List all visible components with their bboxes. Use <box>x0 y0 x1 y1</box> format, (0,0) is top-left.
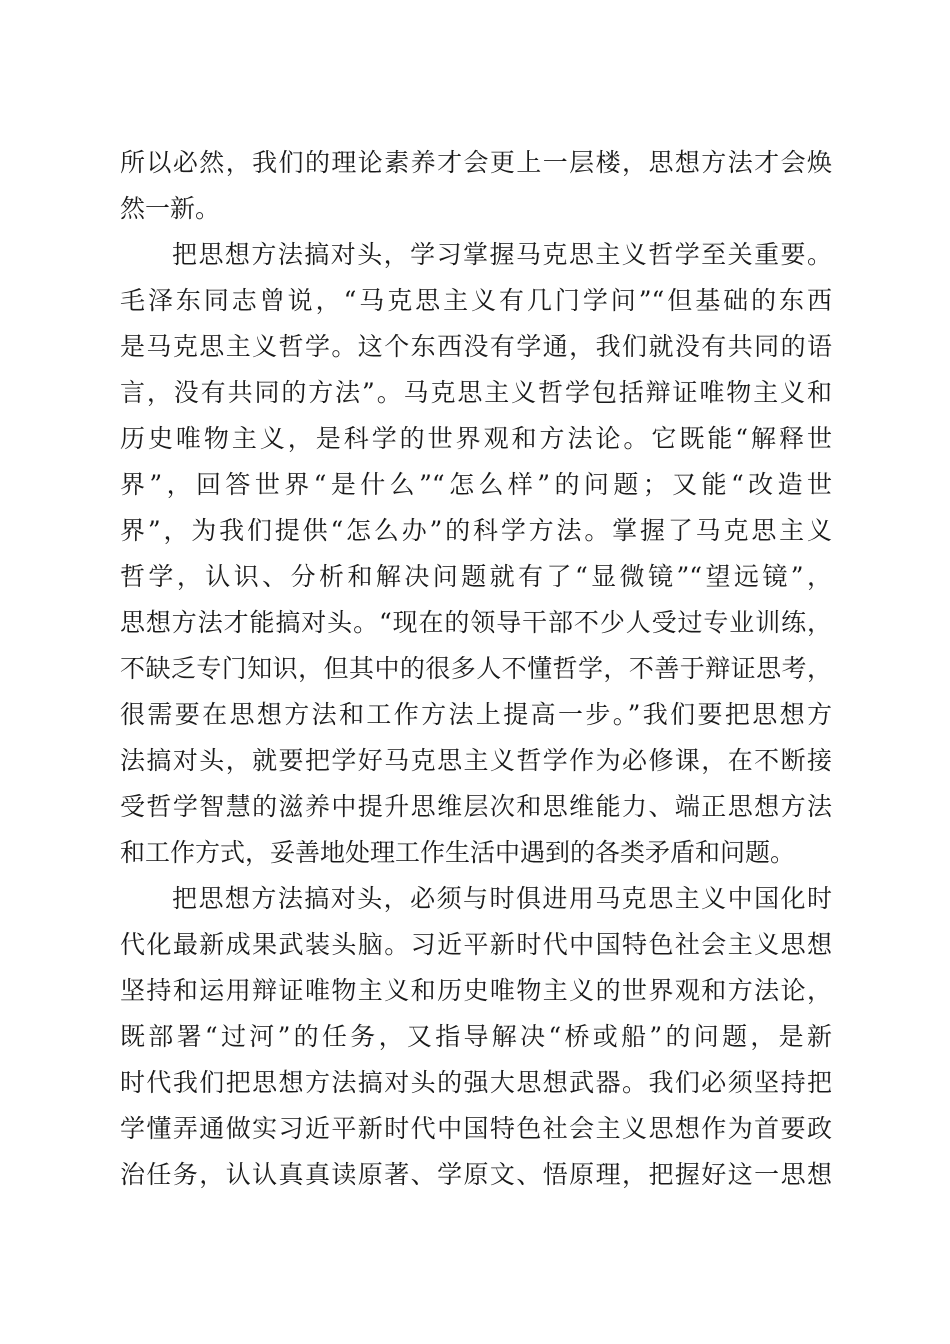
document-body <box>120 140 832 1198</box>
text-line-13: 很需要在思想方法和工作方法上提高一步。”我们要把思想方 <box>120 700 832 729</box>
text-line-22: 学懂弄通做实习近平新时代中国特色社会主义思想作为首要政 <box>120 1114 832 1143</box>
text-line-10: 哲学，认识、分析和解决问题就有了“显微镜”“望远镜”， <box>120 562 832 591</box>
text-line-5: 是马克思主义哲学。这个东西没有学通，我们就没有共同的语 <box>120 332 832 361</box>
text-line-7: 历史唯物主义，是科学的世界观和方法论。它既能“解释世 <box>120 424 832 453</box>
text-line-4: 毛泽东同志曾说，“马克思主义有几门学问”“但基础的东西 <box>120 286 832 315</box>
text-line-19: 坚持和运用辩证唯物主义和历史唯物主义的世界观和方法论， <box>120 976 832 1005</box>
text-line-20: 既部署“过河”的任务，又指导解决“桥或船”的问题，是新 <box>120 1022 832 1051</box>
text-line-3: 把思想方法搞对头，学习掌握马克思主义哲学至关重要。 <box>172 240 832 269</box>
text-line-8: 界”，回答世界“是什么”“怎么样”的问题；又能“改造世 <box>120 470 832 499</box>
text-line-18: 代化最新成果武装头脑。习近平新时代中国特色社会主义思想 <box>120 930 832 959</box>
text-line-15: 受哲学智慧的滋养中提升思维层次和思维能力、端正思想方法 <box>120 792 832 821</box>
text-line-21: 时代我们把思想方法搞对头的强大思想武器。我们必须坚持把 <box>120 1068 832 1097</box>
text-line-17: 把思想方法搞对头，必须与时俱进用马克思主义中国化时 <box>172 884 832 913</box>
text-line-1: 所以必然，我们的理论素养才会更上一层楼，思想方法才会焕 <box>120 148 832 177</box>
text-line-23: 治任务，认认真真读原著、学原文、悟原理，把握好这一思想 <box>120 1160 832 1189</box>
text-line-12: 不缺乏专门知识，但其中的很多人不懂哲学，不善于辩证思考， <box>120 654 832 683</box>
text-line-16: 和工作方式，妥善地处理工作生活中遇到的各类矛盾和问题。 <box>120 838 796 867</box>
text-line-9: 界”，为我们提供“怎么办”的科学方法。掌握了马克思主义 <box>120 516 832 545</box>
text-line-2: 然一新。 <box>120 194 221 223</box>
text-line-14: 法搞对头，就要把学好马克思主义哲学作为必修课，在不断接 <box>120 746 832 775</box>
text-line-11: 思想方法才能搞对头。“现在的领导干部不少人受过专业训练， <box>120 608 832 637</box>
text-line-6: 言，没有共同的方法”。马克思主义哲学包括辩证唯物主义和 <box>120 378 832 407</box>
